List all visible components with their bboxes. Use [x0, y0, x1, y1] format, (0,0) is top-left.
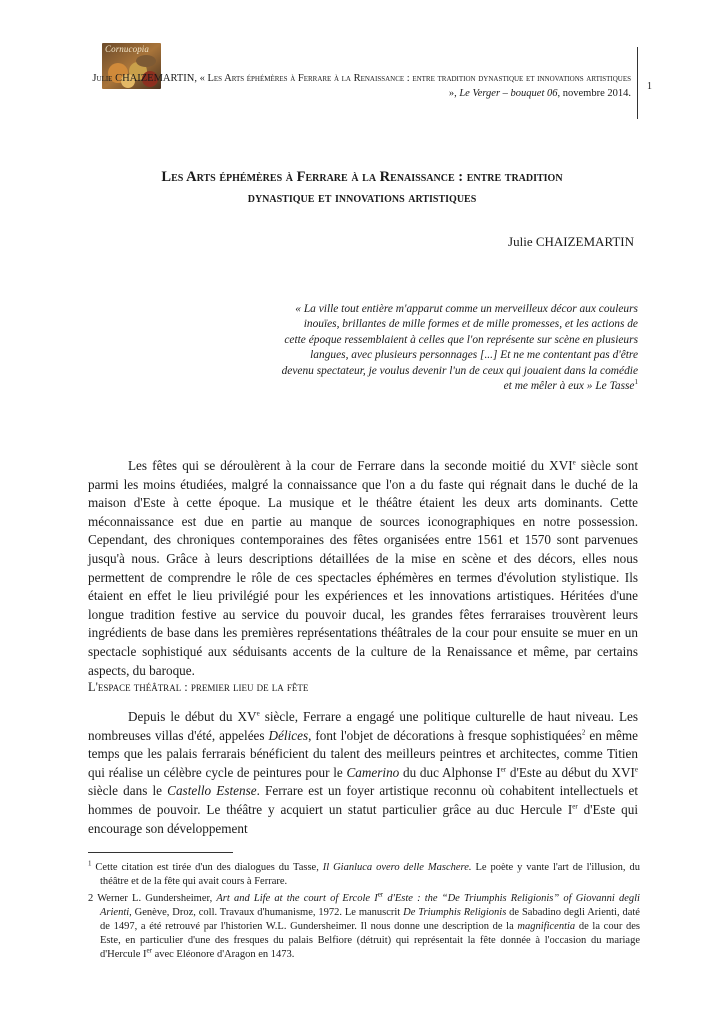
p2-camerino: Camerino — [346, 764, 400, 780]
header-citation: , « Les Arts éphémères à Ferrare à la Renaissance : entre tradition dynastique et innovations artistiques », — [194, 73, 631, 99]
fn2-work-4: magnificentia — [517, 921, 576, 932]
fn2-text-b: , Genève, Droz, coll. Travaux d'humanisme, 1972. Le manuscrit — [129, 907, 404, 918]
fn1-text-a: Cette citation est tirée d'un des dialogues du Tasse, — [91, 862, 323, 873]
section-heading: L'espace théâtral : premier lieu de la fête — [88, 680, 309, 694]
fn2-sup-2: er — [146, 946, 152, 955]
p2-sup-2: er — [500, 765, 507, 774]
footnote-1 — [88, 861, 640, 889]
article-title — [90, 167, 634, 209]
footnote-rule — [88, 852, 233, 853]
fn2-number: 2 — [88, 893, 94, 904]
running-header — [90, 71, 631, 101]
footnote-ref-2[interactable]: 2 — [581, 728, 586, 737]
fn2-text-d: de la cour des Este, en particulier d'une des fresques du palais Belfiore (détruit) qui représentait la fête donnée à l'occasion du mariage d'Hercule I — [100, 921, 640, 960]
header-author: Julie CHAIZEMARTIN — [92, 73, 195, 84]
epigraph-quote: « La ville tout entière m'apparut comme un merveilleux décor aux couleurs inouïes, brillantes de mille formes et de mille promesses, et les actions de cette époque ressemblaient à celles que l'on représente sur scène en plusieurs langues, avec plusieurs personnages [...] Et ne me contentant pas d'être devenu spectateur, je voulus devenir l'un de ceux qui jouaient dans la comédie et me mêler à eux » — [281, 303, 638, 393]
fn2-text-e: avec Eléonore d'Aragon en 1473. — [151, 949, 295, 960]
header-rule — [637, 47, 638, 119]
header-date: , novembre 2014. — [557, 88, 631, 99]
epigraph-attribution: Le Tasse — [592, 380, 635, 393]
p2-text-e: du duc Alphonse I — [399, 764, 501, 780]
fn1-text-b: Le poète y vante l'art de l'illusion, du théâtre et de la fête qui avait cours à Ferrare. — [100, 862, 640, 887]
footnote-ref-1[interactable]: 1 — [634, 378, 638, 387]
fn2-work-1: Art and Life at the court of Ercole I — [216, 893, 378, 904]
p2-text-d: en même temps que les palais ferrarais bénéficient du talent des meilleurs peintres et architectes, comme Titien qui réalise un célèbre cycle de peintures pour le — [88, 727, 638, 780]
epigraph — [280, 302, 638, 394]
p2-castello: Castello Estense — [167, 783, 257, 799]
p1-sup: e — [572, 458, 576, 467]
page-number: 1 — [647, 81, 652, 92]
p2-sup-3: e — [634, 765, 638, 774]
p1-text-b: siècle sont parmi les moins étudiées, malgré la connaissance que l'on a du faste qui régnait dans le duché de la maison d'Este à cette époque. La musique et le théâtre étaient les deux arts dominants. Cette méconnaissance est due en partie au manque de sources iconographiques en notre possession. Cependant, des chroniques contemporaines des fêtes organisées entre 1561 et 1570 sont parvenues jusqu'à nous. Grâce à leurs descriptions détaillées de la mise en scène et des décors, elles nous permettent de comprendre le rôle de ces spectacles éphémères en termes d'évolution stylistique. Ils étaient en effet le lieu privilégié pour les expériences et les innovations artistiques. Héritées d'une longue tradition festive au service du pouvoir ducal, les grandes fêtes ferraraises trouvèrent leurs ingrédients de base dans les premières représentations théâtrales de la cour pour ensuite se muer en un spectacle sophistiqué aux séduisants accents de la culture de la Renaissance et même, par certains aspects, du baroque. — [88, 458, 638, 678]
title-line-1: Les Arts éphémères à Ferrare à la Renaissance : entre tradition — [161, 169, 563, 185]
body-paragraph-1 — [88, 457, 638, 680]
logo-text: Cornucopia — [105, 44, 150, 54]
p2-delices: Délices — [268, 727, 309, 743]
fn2-sup-1: er — [377, 890, 384, 899]
p2-text-i: d'Este qui encourage son développement — [88, 801, 639, 836]
p2-text-g: siècle dans le — [88, 783, 168, 799]
p2-sup-4: er — [572, 802, 578, 811]
p2-sup-1: e — [256, 709, 260, 718]
article-author: Julie CHAIZEMARTIN — [508, 234, 634, 249]
fn2-text-a: Werner L. Gundersheimer, — [93, 893, 217, 904]
fn1-work: Il Gianluca overo delle Maschere. — [322, 862, 472, 873]
fn2-work-2: d'Este : the “De Triumphis Religionis” of Giovanni degli Arienti — [100, 893, 640, 918]
fn2-work-3: De Triumphis Religionis — [403, 907, 507, 918]
p2-text-a: Depuis le début du XV — [128, 709, 257, 724]
fn2-text-c: de Sabadino degli Arienti, daté de 1497, a été retrouvé par l'historien W.L. Gundersheimer. Il nous donne une description de la — [100, 907, 640, 932]
title-line-2: dynastique et innovations artistiques — [247, 190, 477, 206]
p2-text-h: . Ferrare est un foyer artistique reconnu où cohabitent intellectuels et hommes de pouvoir. Le théâtre y acquiert un statut particulier grâce au duc Hercule I — [88, 783, 639, 817]
footnotes — [88, 861, 640, 965]
p2-text-c: , font l'objet de décorations à fresque sophistiquées — [308, 727, 582, 743]
fn1-number: 1 — [88, 859, 92, 868]
header-journal: Le Verger – bouquet 06 — [459, 88, 558, 99]
footnote-2 — [88, 892, 640, 962]
p2-text-f: d'Este au début du XVI — [506, 764, 635, 780]
p2-text-b: siècle, Ferrare a engagé une politique culturelle de haut niveau. Les nombreuses villas d'été, appelées — [88, 709, 638, 743]
p1-text-a: Les fêtes qui se déroulèrent à la cour de Ferrare dans la seconde moitié du XVI — [128, 458, 573, 473]
body-paragraph-2 — [88, 708, 638, 838]
